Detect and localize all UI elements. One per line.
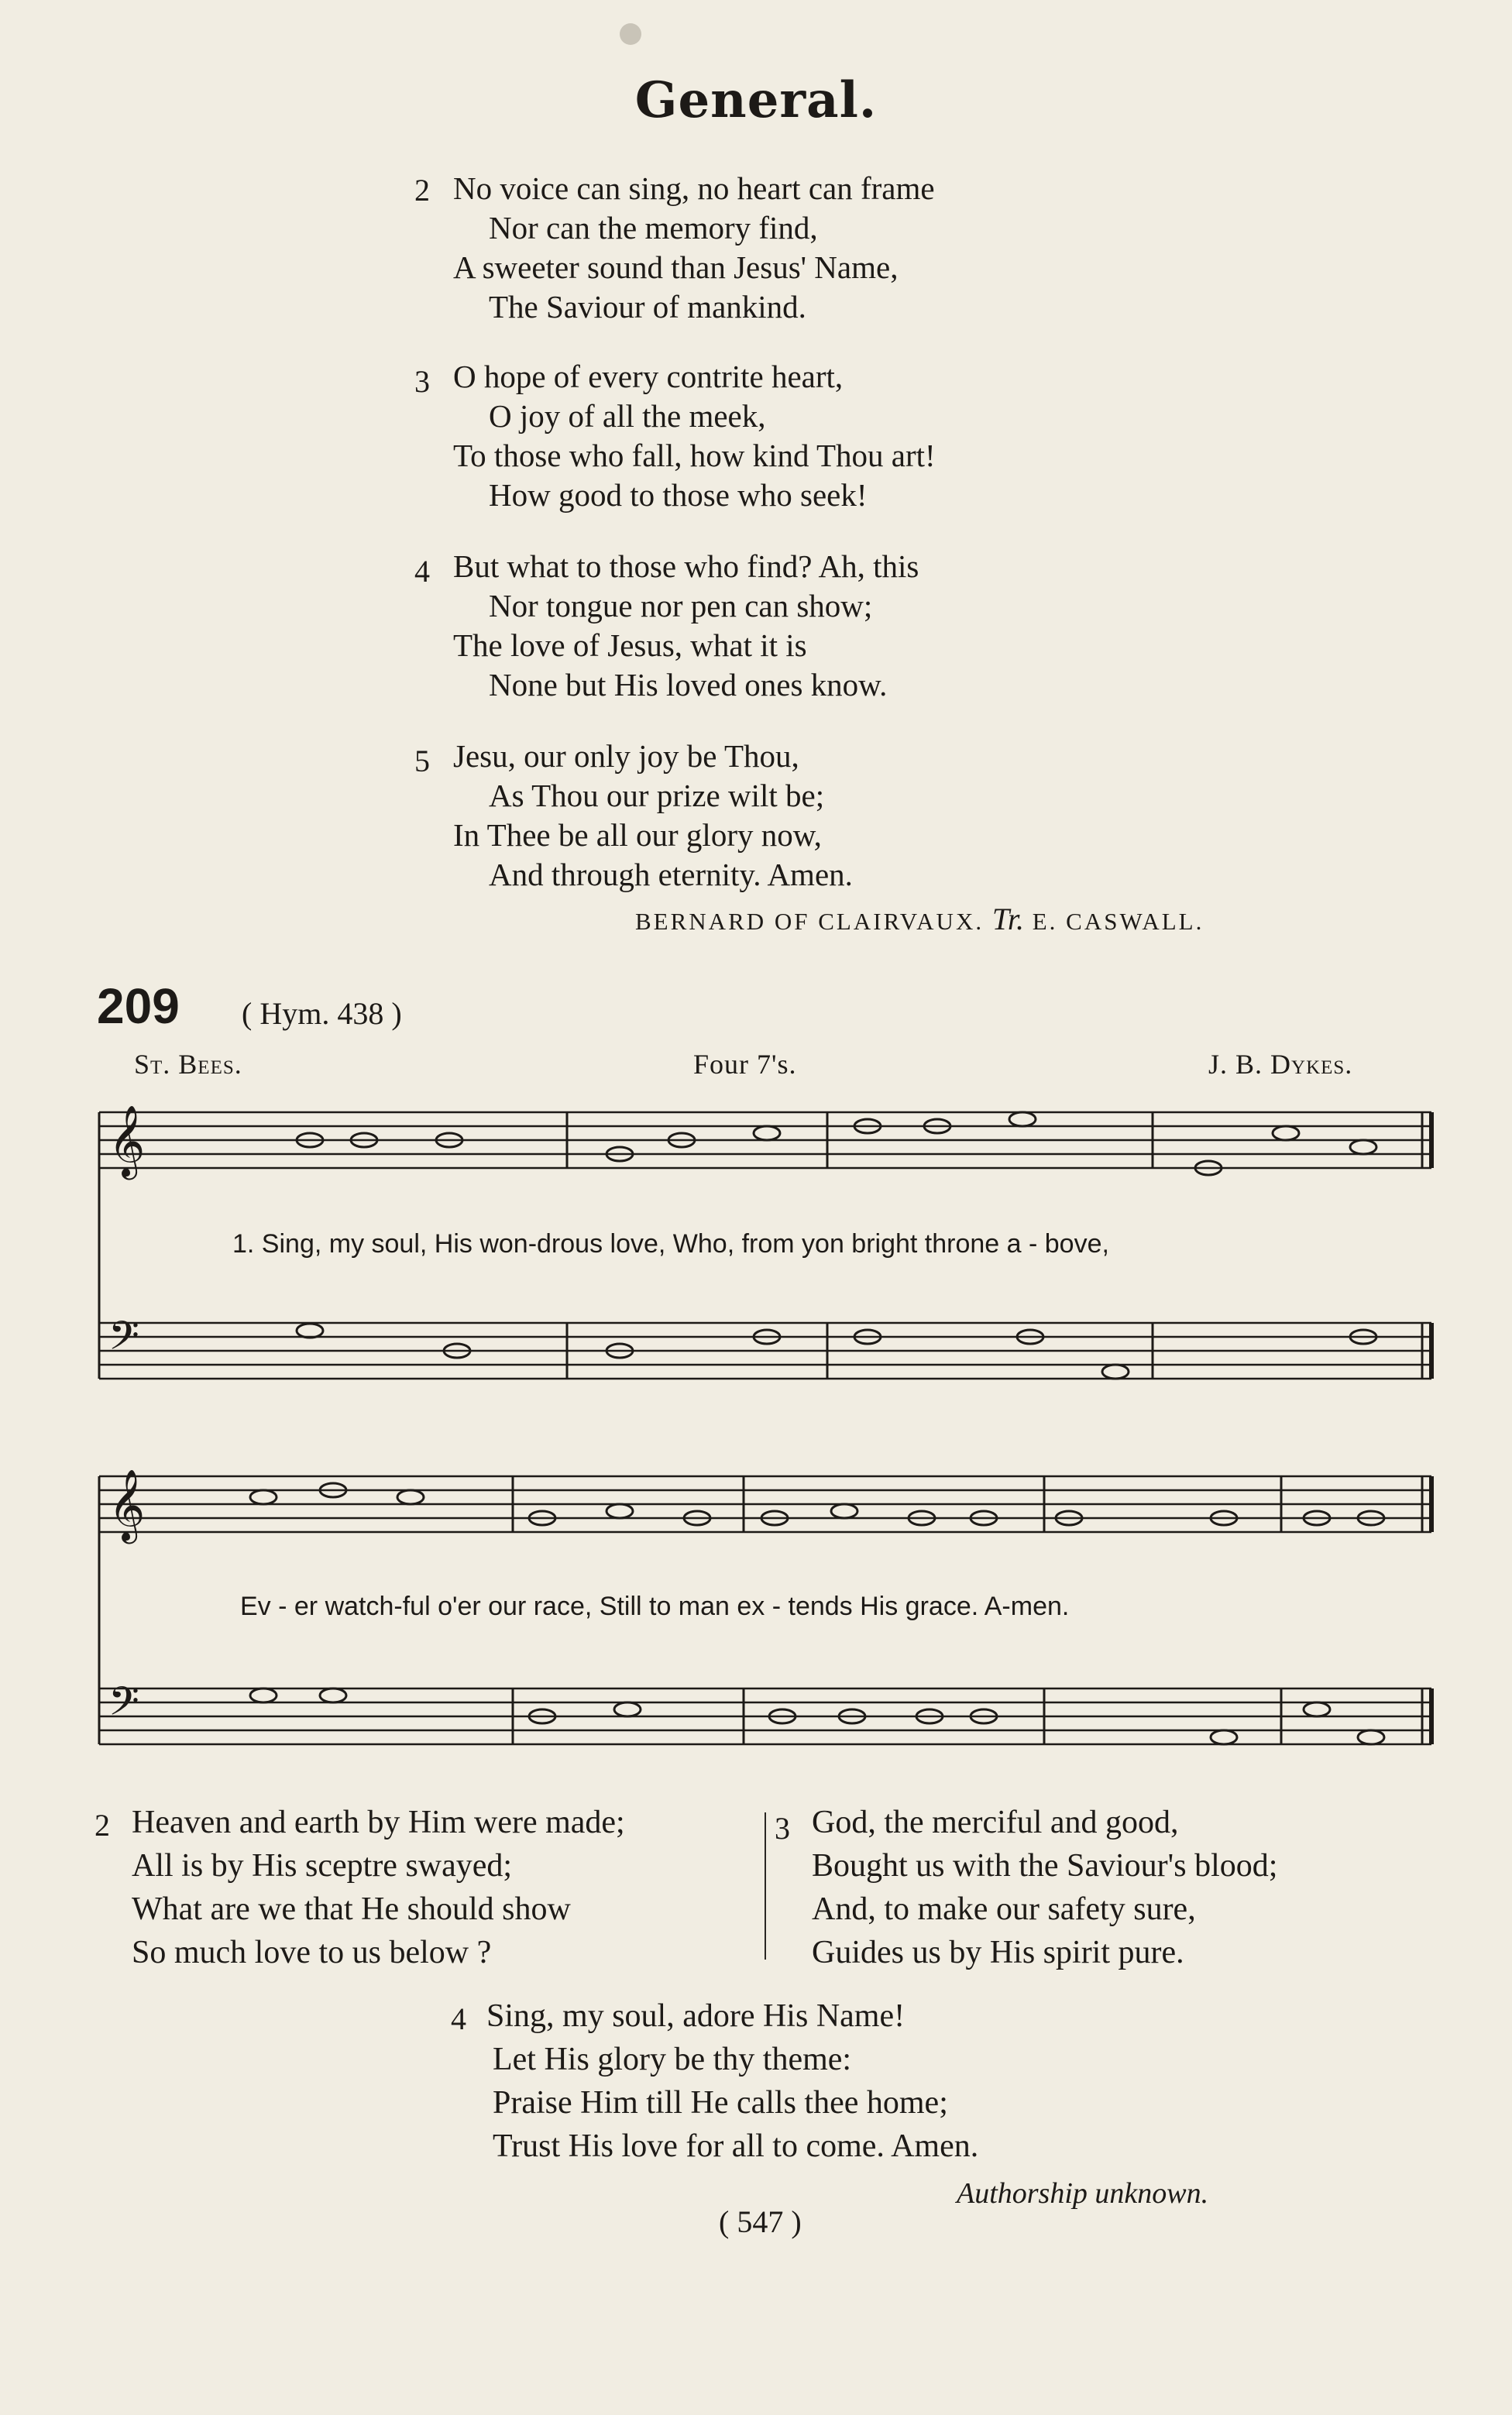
bass-staff-2 (99, 1688, 1431, 1744)
verse-line: Heaven and earth by Him were made; (132, 1805, 625, 1840)
hymn-number: 209 (97, 978, 180, 1034)
verse-line: Let His glory be thy theme: (493, 2042, 852, 2077)
verse-line: Jesu, our only joy be Thou, (453, 738, 799, 774)
verse-number: 5 (414, 744, 430, 778)
verse-line: Trust His love for all to come. Amen. (493, 2128, 979, 2164)
page-header: General. (634, 71, 878, 129)
verse-line: All is by His sceptre swayed; (132, 1848, 513, 1884)
hymn-reference: ( Hym. 438 ) (242, 996, 402, 1031)
verse-block-hymn-2 (94, 1801, 625, 1974)
verse-line: God, the merciful and good, (812, 1805, 1179, 1840)
verse-number: 3 (414, 364, 430, 399)
verse-number: 3 (775, 1811, 790, 1846)
composer: J. B. Dykes. (1208, 1049, 1353, 1080)
verse-number: 2 (414, 173, 430, 208)
verse-line: As Thou our prize wilt be; (489, 778, 825, 813)
verse-line: And through eternity. Amen. (489, 857, 853, 892)
verse-number: 2 (94, 1808, 110, 1843)
page-number: ( 547 ) (719, 2204, 802, 2239)
verse-line: Bought us with the Saviour's blood; (812, 1848, 1278, 1884)
verse-block-hymn-3 (775, 1801, 1278, 1974)
verse-line: Sing, my soul, adore His Name! (486, 1998, 905, 2034)
verse-line: Guides us by His spirit pure. (812, 1935, 1184, 1970)
verse-line: O hope of every contrite heart, (453, 359, 844, 394)
author-credit: Authorship unknown. (957, 2177, 1209, 2210)
verse-line: A sweeter sound than Jesus' Name, (453, 249, 899, 285)
treble-clef-icon: 𝄞 (108, 1469, 146, 1541)
tune-name: St. Bees. (134, 1049, 242, 1080)
verse-block-hymn-4 (451, 1994, 979, 2168)
verse-number: 4 (414, 554, 430, 589)
verse-line: Praise Him till He calls thee home; (493, 2085, 948, 2121)
lyrics-line-1: 1. Sing, my soul, His won-drous love, Who, from yon bright throne a - bove, (232, 1229, 1109, 1259)
verse-line: The love of Jesus, what it is (453, 627, 807, 663)
treble-clef-icon: 𝄞 (108, 1104, 146, 1177)
verse-line: But what to those who find? Ah, this (453, 548, 919, 584)
verse-line: Nor tongue nor pen can show; (489, 588, 873, 624)
attribution-tr: Tr. (991, 902, 1024, 936)
verse-line: How good to those who seek! (489, 477, 868, 513)
verse-line: So much love to us below ? (132, 1935, 492, 1970)
bass-clef-icon: 𝄢 (108, 1678, 139, 1734)
column-divider (765, 1812, 766, 1960)
verse-line: What are we that He should show (132, 1891, 571, 1927)
verse-line: And, to make our safety sure, (812, 1891, 1196, 1927)
attribution-author: BERNARD OF CLAIRVAUX. (635, 908, 985, 935)
verse-line: The Saviour of mankind. (489, 289, 806, 325)
verse-line: Nor can the memory find, (489, 210, 818, 246)
verse-line: In Thee be all our glory now, (453, 817, 822, 853)
bass-clef-icon: 𝄢 (108, 1312, 139, 1369)
verse-line: O joy of all the meek, (489, 398, 766, 434)
verse-number: 4 (451, 2001, 466, 2036)
attribution-translator: E. CASWALL. (1032, 908, 1204, 935)
lyrics-line-2: Ev - er watch-ful o'er our race, Still to man ex - tends His grace. A-men. (240, 1592, 1070, 1621)
tune-meter: Four 7's. (693, 1049, 797, 1080)
verse-line: No voice can sing, no heart can frame (453, 170, 935, 206)
verse-line: None but His loved ones know. (489, 667, 888, 703)
bass-staff-1 (99, 1323, 1431, 1379)
verse-line: To those who fall, how kind Thou art! (453, 438, 936, 473)
